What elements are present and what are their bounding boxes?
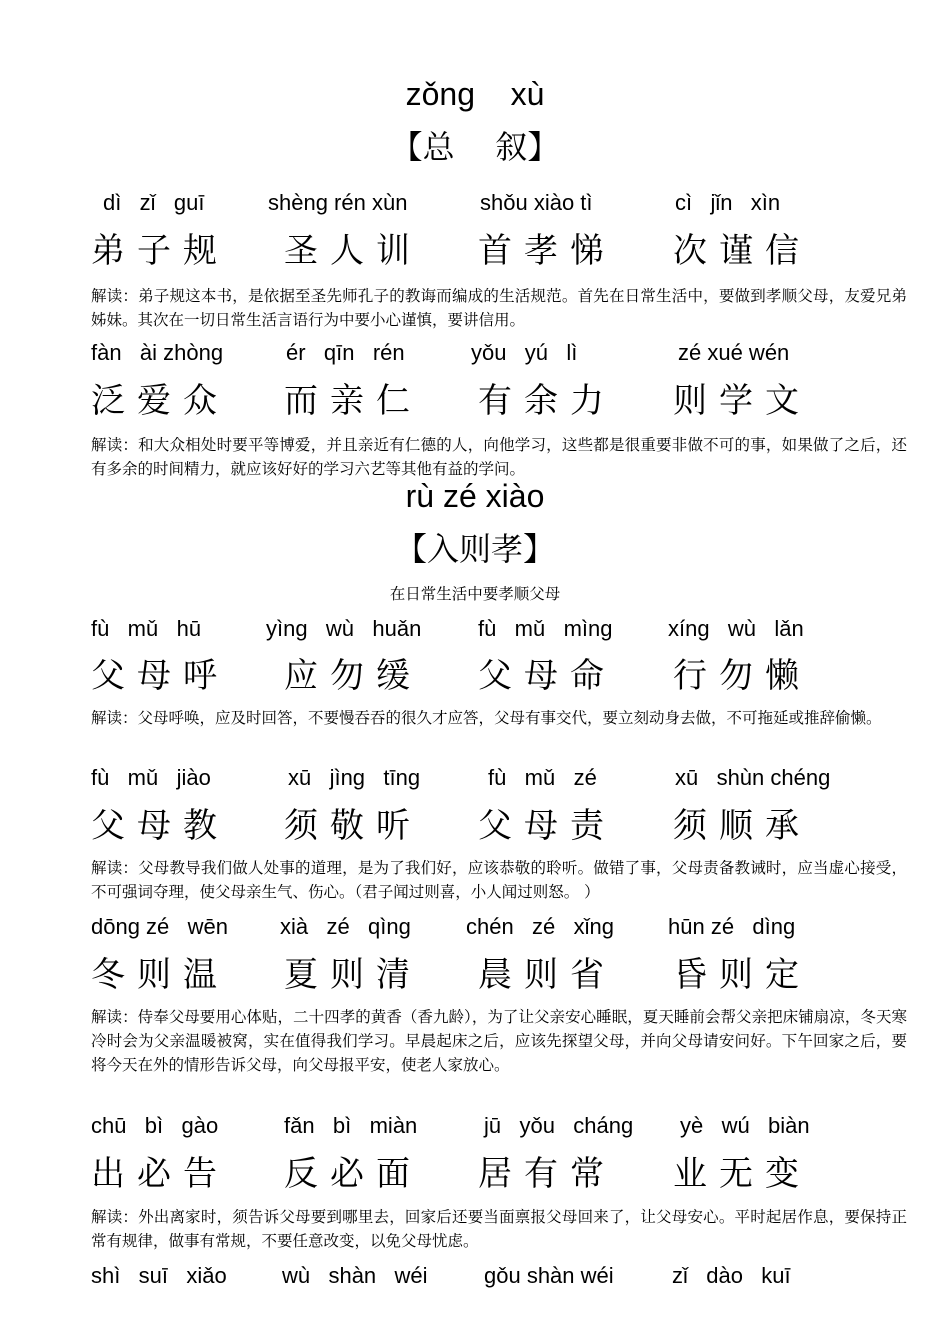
pinyin-phrase: gǒu shàn wéi: [484, 1263, 614, 1288]
pinyin-phrase: xū jìng tīng: [288, 765, 421, 790]
pinyin-phrase: cì jǐn xìn: [675, 190, 781, 215]
explanation-paragraph: 解读：侍奉父母要用心体贴，二十四孝的黄香（香九龄），为了让父亲安心睡眠，夏天睡前会帮父亲把床铺扇凉，冬天寒冷时会为父亲温暖被窝，实在值得我们学习。早晨起床之后，应该先探望父母，并向父母请安问好。下午回家之后，要将今天在外的情形告诉父母，向父母报平安，使老人家放心。: [91, 1008, 907, 1074]
pinyin-row: [0, 190, 950, 220]
pinyin-phrase: chén zé xǐng: [466, 914, 614, 939]
verse-phrase: 而亲仁: [284, 381, 422, 421]
pinyin-phrase: xià zé qìng: [280, 914, 411, 939]
section-pinyin-title: zǒng xù: [405, 76, 545, 112]
verse-phrase: 须顺承: [673, 806, 811, 846]
pinyin-phrase: fù mǔ zé: [488, 765, 597, 790]
verse-phrase: 应勿缓: [284, 656, 422, 696]
section-pinyin-title: rù zé xiào: [405, 478, 545, 514]
pinyin-phrase: shǒu xiào tì: [480, 190, 593, 215]
pinyin-phrase: yè wú biàn: [680, 1113, 810, 1138]
verse-row: [0, 1146, 950, 1194]
verse-phrase: 则学文: [673, 381, 811, 421]
verse-row: [0, 373, 950, 421]
pinyin-phrase: fǎn bì miàn: [284, 1113, 418, 1138]
pinyin-phrase: chū bì gào: [91, 1113, 219, 1138]
verse-phrase: 业无变: [673, 1154, 811, 1194]
verse-row: [0, 648, 950, 696]
pinyin-row: [0, 1263, 950, 1293]
verse-phrase: 晨则省: [478, 955, 616, 995]
verse-row: [0, 947, 950, 995]
verse-phrase: 冬则温: [91, 955, 229, 995]
pinyin-phrase: shèng rén xùn: [268, 190, 408, 215]
verse-row: [0, 223, 950, 271]
verse-phrase: 首孝悌: [478, 231, 616, 271]
pinyin-phrase: dōng zé wēn: [91, 914, 228, 939]
explanation-paragraph: 解读：父母呼唤，应及时回答，不要慢吞吞的很久才应答，父母有事交代，要立刻动身去做，不可拖延或推辞偷懒。: [91, 709, 882, 727]
explanation-paragraph: 解读：弟子规这本书，是依据至圣先师孔子的教诲而编成的生活规范。首先在日常生活中，要做到孝顺父母，友爱兄弟姊妹。其次在一切日常生活言语行为中要小心谨慎，要讲信用。: [91, 287, 907, 329]
verse-phrase: 出必告: [91, 1154, 229, 1194]
pinyin-row: [0, 1113, 950, 1143]
verse-phrase: 泛爱众: [91, 381, 229, 421]
verse-phrase: 父母教: [91, 806, 229, 846]
pinyin-phrase: dì zǐ guī: [103, 190, 205, 215]
pinyin-phrase: ér qīn rén: [286, 340, 405, 365]
explanation-paragraph: 解读：外出离家时，须告诉父母要到哪里去，回家后还要当面禀报父母回来了，让父母安心。平时起居作息，要保持正常有规律，做事有常规，不要任意改变，以免父母忧虑。: [91, 1208, 907, 1250]
verse-phrase: 行勿懒: [673, 656, 811, 696]
pinyin-phrase: wù shàn wéi: [282, 1263, 428, 1288]
pinyin-phrase: fù mǔ hū: [91, 616, 202, 641]
verse-phrase: 次谨信: [673, 231, 811, 271]
verse-phrase: 昏则定: [673, 955, 811, 995]
verse-phrase: 弟子规: [91, 231, 229, 271]
section-subtitle: 在日常生活中要孝顺父母: [389, 585, 561, 603]
pinyin-phrase: zǐ dào kuī: [672, 1263, 791, 1288]
verse-phrase: 居有常: [478, 1154, 616, 1194]
verse-row: [0, 798, 950, 846]
verse-phrase: 父母责: [478, 806, 616, 846]
pinyin-phrase: xíng wù lǎn: [668, 616, 804, 641]
pinyin-phrase: yìng wù huǎn: [266, 616, 422, 641]
pinyin-phrase: zé xué wén: [678, 340, 790, 365]
verse-phrase: 夏则清: [284, 955, 422, 995]
pinyin-row: [0, 765, 950, 795]
pinyin-row: [0, 340, 950, 370]
pinyin-phrase: hūn zé dìng: [668, 914, 796, 939]
verse-phrase: 圣人训: [284, 231, 422, 271]
verse-phrase: 须敬听: [284, 806, 422, 846]
verse-phrase: 父母命: [478, 656, 616, 696]
pinyin-phrase: fù mǔ jiào: [91, 765, 211, 790]
verse-phrase: 有余力: [478, 381, 616, 421]
pinyin-row: [0, 616, 950, 646]
pinyin-row: [0, 914, 950, 944]
pinyin-phrase: shì suī xiǎo: [91, 1263, 227, 1288]
explanation-paragraph: 解读：父母教导我们做人处事的道理，是为了我们好，应该恭敬的聆听。做错了事，父母责备教诫时，应当虚心接受，不可强词夺理，使父母亲生气、伤心。（君子闻过则喜，小人闻过则怒。 ）: [91, 859, 907, 901]
pinyin-phrase: jū yǒu cháng: [484, 1113, 634, 1138]
pinyin-phrase: fù mǔ mìng: [478, 616, 613, 641]
pinyin-phrase: fàn ài zhòng: [91, 340, 224, 365]
explanation-paragraph: 解读：和大众相处时要平等博爱，并且亲近有仁德的人，向他学习，这些都是很重要非做不可的事，如果做了之后，还有多余的时间精力，就应该好好的学习六艺等其他有益的学问。: [91, 436, 907, 478]
verse-phrase: 反必面: [284, 1154, 422, 1194]
verse-phrase: 父母呼: [91, 656, 229, 696]
section-title: 【入则孝】: [394, 530, 555, 568]
pinyin-phrase: yǒu yú lì: [471, 340, 578, 365]
section-title: 【总 叙】: [390, 128, 560, 166]
pinyin-phrase: xū shùn chéng: [675, 765, 831, 790]
